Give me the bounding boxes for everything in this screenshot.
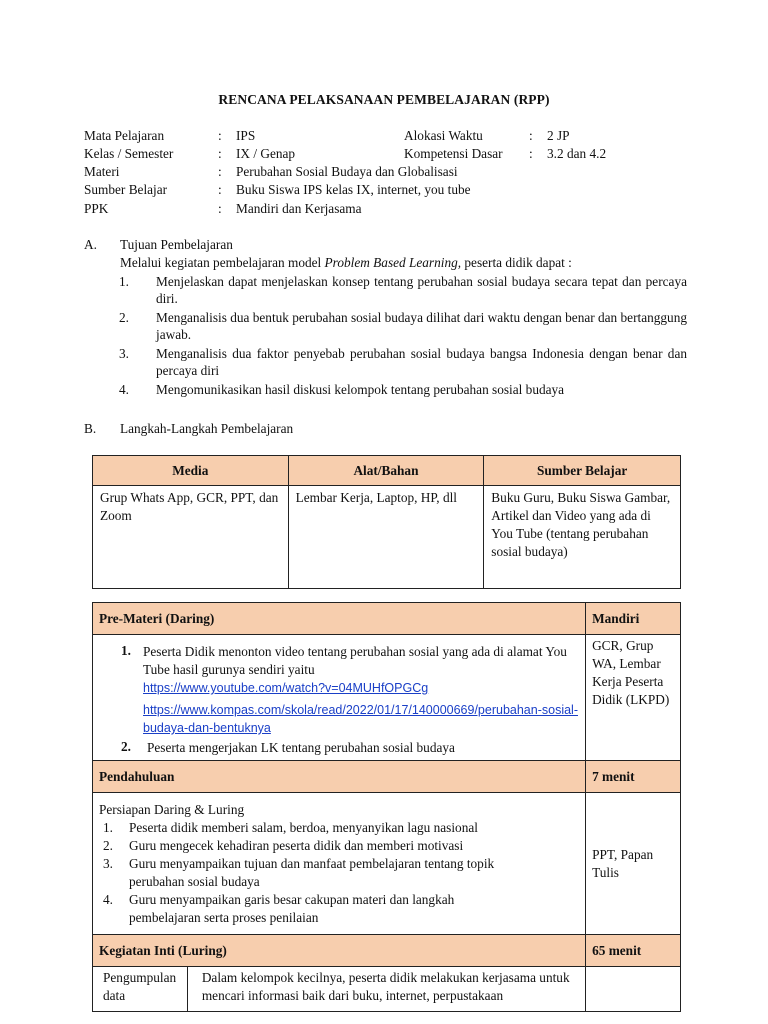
- info-separator: :: [218, 128, 222, 143]
- pre-materi-header: [93, 603, 681, 635]
- objective-item: [119, 309, 687, 343]
- pre-materi-resources: GCR, Grup WA, Lembar Kerja Peserta Didik (LKPD): [586, 635, 681, 761]
- objective-text: Menganalisis dua faktor penyebab perubahan sosial budaya bangsa Indonesia dengan benar dan percaya diri: [156, 346, 687, 378]
- info-label: Sumber Belajar: [84, 182, 168, 197]
- media-table: [92, 455, 681, 589]
- header-tools: Alat/Bahan: [288, 456, 484, 486]
- cell-tools: Lembar Kerja, Laptop, HP, dll: [288, 486, 484, 589]
- header-sources: Sumber Belajar: [484, 456, 681, 486]
- pre-materi-content: [93, 635, 586, 761]
- media-table-row: [93, 486, 681, 589]
- info-separator: :: [218, 182, 222, 197]
- info-separator: :: [218, 164, 222, 179]
- step-text: Guru mengecek kehadiran peserta didik dan memberi motivasi: [129, 838, 464, 853]
- inti-duration: 65 menit: [586, 935, 681, 967]
- info-row-material: [84, 163, 724, 181]
- objective-number: 3.: [119, 346, 129, 361]
- info-value: Perubahan Sosial Budaya dan Globalisasi: [236, 164, 458, 179]
- inti-title: Kegiatan Inti (Luring): [93, 935, 586, 967]
- pendahuluan-header: [93, 761, 681, 793]
- media-table-header: [93, 456, 681, 486]
- youtube-link[interactable]: https://www.youtube.com/watch?v=04MUHfOPGCg: [143, 681, 429, 695]
- info-label: Materi: [84, 164, 120, 179]
- pendahuluan-duration: 7 menit: [586, 761, 681, 793]
- section-title: Langkah-Langkah Pembelajaran: [120, 421, 294, 436]
- kompas-link[interactable]: https://www.kompas.com/skola/read/2022/01/17/140000669/perubahan-sosial-budaya-dan-bentuknya: [143, 703, 578, 735]
- pendahuluan-intro: Persiapan Daring & Luring: [99, 802, 245, 817]
- step-text: Guru menyampaikan tujuan dan manfaat pembelajaran tentang topik perubahan sosial budaya: [129, 856, 495, 889]
- objective-item: [119, 381, 687, 398]
- pendahuluan-resources: PPT, Papan Tulis: [586, 793, 681, 935]
- pendahuluan-row: [93, 793, 681, 935]
- info-value: Mandiri dan Kerjasama: [236, 201, 362, 216]
- info-separator-2: :: [529, 146, 533, 161]
- pendahuluan-content: [93, 793, 586, 935]
- step-text: Guru menyampaikan garis besar cakupan materi dan langkah pembelajaran serta proses penilaian: [129, 892, 455, 925]
- objectives-intro: [120, 254, 572, 272]
- pendahuluan-title: Pendahuluan: [93, 761, 586, 793]
- pre-item-number: 1.: [121, 643, 131, 658]
- inti-row: [93, 967, 681, 1012]
- intro-model: Problem Based Learning,: [324, 255, 462, 270]
- info-row-ppk: [84, 200, 724, 218]
- section-b-heading: [84, 420, 684, 438]
- header-media: Media: [93, 456, 289, 486]
- objective-number: 2.: [119, 310, 129, 325]
- cell-media: Grup Whats App, GCR, PPT, dan Zoom: [93, 486, 289, 589]
- info-label-2: Kompetensi Dasar: [404, 146, 503, 161]
- info-row-source: [84, 181, 724, 199]
- step-number: 2.: [103, 838, 113, 853]
- objective-item: [119, 345, 687, 379]
- info-separator-2: :: [529, 128, 533, 143]
- objective-text: Menganalisis dua bentuk perubahan sosial budaya dilihat dari waktu dengan benar dan bertanggung jawab.: [156, 310, 687, 342]
- inti-step-text: Dalam kelompok kecilnya, peserta didik melakukan kerjasama untuk mencari informasi baik dari buku, internet, perpustakaan: [187, 967, 585, 1012]
- info-value-2: 2 JP: [547, 128, 570, 143]
- step-number: 1.: [103, 820, 113, 835]
- pre-item-number: 2.: [121, 739, 131, 754]
- intro-text-end: peserta didik dapat :: [461, 255, 572, 270]
- step-number: 3.: [103, 856, 113, 871]
- info-separator: :: [218, 146, 222, 161]
- info-row-subject: [84, 127, 724, 145]
- inti-header: [93, 935, 681, 967]
- info-label-2: Alokasi Waktu: [404, 128, 483, 143]
- activity-table: [92, 602, 681, 1012]
- section-letter: A.: [84, 237, 97, 252]
- inti-resources: [586, 967, 681, 1012]
- info-separator: :: [218, 201, 222, 216]
- cell-sources: Buku Guru, Buku Siswa Gambar, Artikel dan Video yang ada di You Tube (tentang perubahan sosial budaya): [484, 486, 681, 589]
- pre-item-text: Peserta mengerjakan LK tentang perubahan sosial budaya: [147, 740, 455, 755]
- info-label: Kelas / Semester: [84, 146, 174, 161]
- step-number: 4.: [103, 892, 113, 907]
- inti-step-label: Pengumpulan data: [93, 967, 188, 1012]
- pre-item-text: Peserta Didik menonton video tentang perubahan sosial yang ada di alamat You Tube hasil gurunya sendiri yaitu: [143, 644, 567, 677]
- section-letter: B.: [84, 421, 97, 436]
- info-label: PPK: [84, 201, 109, 216]
- info-label: Mata Pelajaran: [84, 128, 165, 143]
- info-row-class: [84, 145, 724, 163]
- pre-materi-row: [93, 635, 681, 761]
- section-a-heading: [84, 236, 684, 254]
- pre-materi-title: Pre-Materi (Daring): [93, 603, 586, 635]
- document-title: RENCANA PELAKSANAAN PEMBELAJARAN (RPP): [218, 92, 550, 107]
- pre-materi-mode: Mandiri: [586, 603, 681, 635]
- info-value: IX / Genap: [236, 146, 296, 161]
- objective-text: Mengomunikasikan hasil diskusi kelompok tentang perubahan sosial budaya: [156, 382, 565, 397]
- section-title: Tujuan Pembelajaran: [120, 237, 233, 252]
- objective-number: 1.: [119, 274, 129, 289]
- intro-text: Melalui kegiatan pembelajaran model: [120, 255, 325, 270]
- objective-number: 4.: [119, 382, 129, 397]
- objective-item: [119, 273, 687, 307]
- objective-text: Menjelaskan dapat menjelaskan konsep tentang perubahan sosial budaya secara tepat dan percaya diri.: [156, 274, 687, 306]
- step-text: Peserta didik memberi salam, berdoa, menyanyikan lagu nasional: [129, 820, 478, 835]
- info-value: Buku Siswa IPS kelas IX, internet, you tube: [236, 182, 471, 197]
- info-value-2: 3.2 dan 4.2: [547, 146, 607, 161]
- info-value: IPS: [236, 128, 256, 143]
